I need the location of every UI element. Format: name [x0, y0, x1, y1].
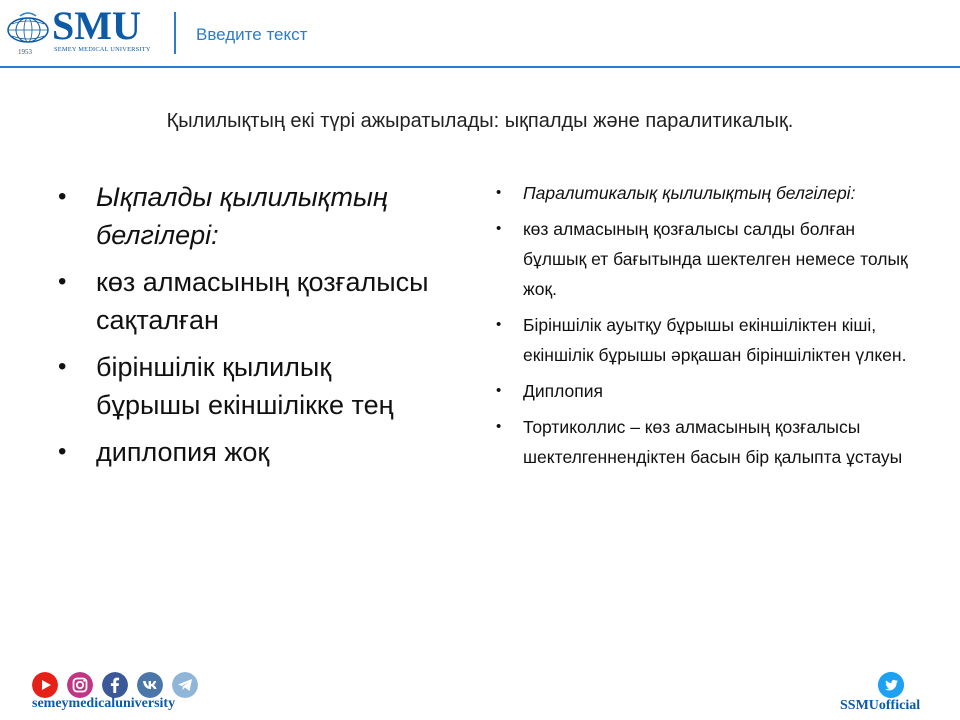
list-item [52, 433, 442, 471]
bullet-icon: • [58, 353, 67, 380]
bullet-icon: • [496, 184, 502, 201]
bullet-icon: • [58, 183, 67, 210]
list-item [52, 348, 442, 424]
list-item-text: Біріншілік ауытқу бұрышы екіншіліктен кіші, екіншілік бұрышы әрқашан біріншіліктен үлкен. [523, 315, 907, 365]
logo-subtitle: SEMEY MEDICAL UNIVERSITY [54, 46, 151, 53]
telegram-icon[interactable] [172, 672, 198, 698]
vk-icon[interactable] [137, 672, 163, 698]
right-bullet-list [494, 178, 914, 472]
header-divider [174, 12, 176, 54]
list-item-text: Тортиколлис – көз алмасының қозғалысы шектелгеннендіктен басын бір қалыпта ұстауы [523, 417, 903, 467]
smu-logo [4, 3, 164, 58]
list-item-text: көз алмасының қозғалысы салды болған бұлшық ет бағытында шектелген немесе толық жоқ. [523, 219, 908, 299]
list-item-text: көз алмасының қозғалысы сақталған [96, 267, 429, 335]
header-rule [0, 66, 960, 68]
left-column [52, 178, 442, 480]
logo-wordmark: SMU [52, 3, 141, 48]
list-item-text: диплопия жоқ [96, 437, 270, 467]
bullet-icon: • [496, 220, 502, 237]
bullet-icon: • [496, 382, 502, 399]
bullet-icon: • [496, 316, 502, 333]
header-placeholder-text[interactable]: Введите текст [196, 25, 308, 44]
list-item [52, 263, 442, 339]
left-bullet-list [52, 178, 442, 471]
globe-icon [6, 10, 50, 44]
bullet-icon: • [496, 418, 502, 435]
twitter-icon[interactable] [878, 672, 904, 698]
instagram-icon[interactable] [67, 672, 93, 698]
list-item [52, 178, 442, 254]
list-item-text: біріншілік қылилық бұрышы екіншілікке тең [96, 352, 394, 420]
facebook-icon[interactable] [102, 672, 128, 698]
logo-year: 1953 [18, 48, 32, 56]
slide-title: Қылилықтың екі түрі ажыратылады: ықпалды және паралитикалық. [166, 110, 794, 132]
right-column [494, 178, 914, 478]
bullet-icon: • [58, 268, 67, 295]
list-item [494, 376, 914, 406]
list-item-text: Ықпалды қылилықтың белгілері: [96, 182, 388, 250]
list-item-text: Паралитикалық қылилықтың белгілері: [523, 183, 856, 203]
list-item-text: Диплопия [523, 381, 603, 401]
list-item [494, 310, 914, 370]
list-item [494, 178, 914, 208]
bullet-icon: • [58, 438, 67, 465]
social-handle-label[interactable]: semeymedicaluniversity [32, 696, 176, 711]
list-item [494, 214, 914, 304]
youtube-icon[interactable] [32, 672, 58, 698]
twitter-handle-label[interactable]: SSMUofficial [840, 698, 921, 713]
list-item [494, 412, 914, 472]
slide-header [0, 0, 960, 68]
